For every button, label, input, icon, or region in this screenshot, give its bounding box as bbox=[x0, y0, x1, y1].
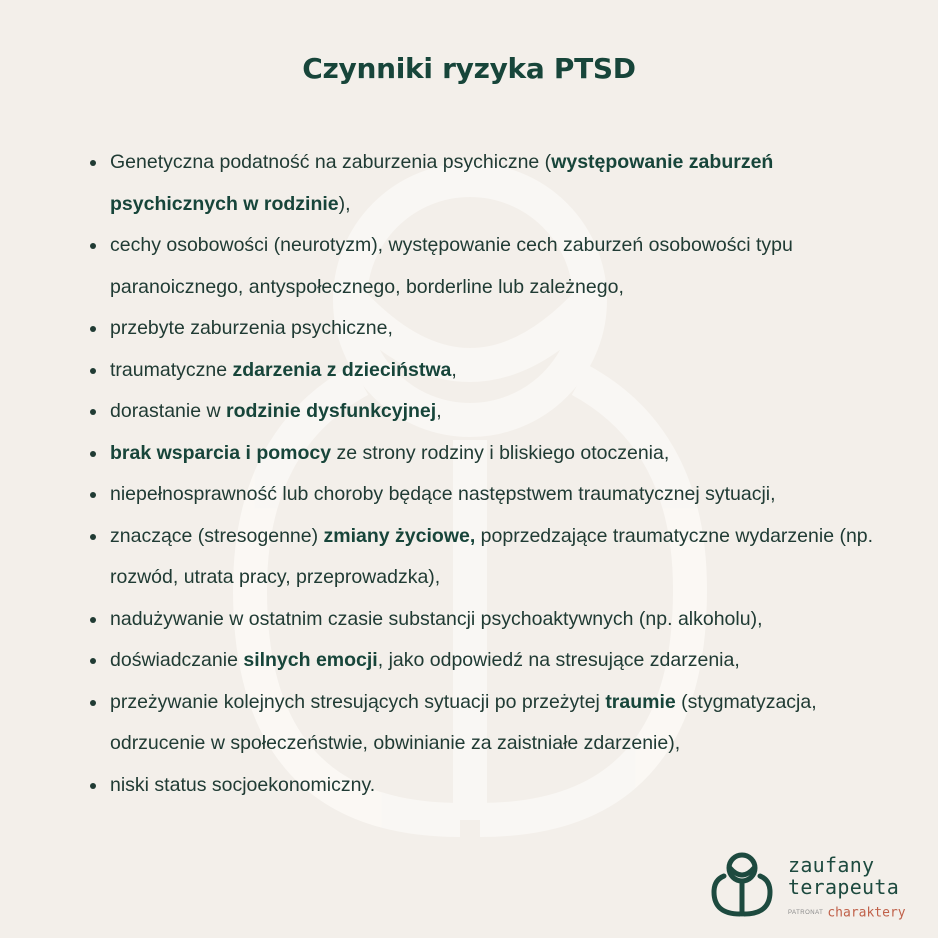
zaufany-terapeuta-logo bbox=[706, 848, 906, 928]
text-segment: ze strony rodziny i bliskiego otoczenia, bbox=[331, 441, 670, 464]
page-title: Czynniki ryzyka PTSD bbox=[302, 52, 636, 85]
partner-label: PATRONAT bbox=[788, 909, 824, 916]
bold-text: brak wsparcia i pomocy bbox=[110, 441, 332, 464]
list-item bbox=[88, 350, 888, 392]
text-segment: przebyte zaburzenia psychiczne, bbox=[110, 317, 393, 339]
text-segment: Genetyczna podatność na zaburzenia psychiczne ( bbox=[110, 151, 552, 173]
leaf-heart-logo-icon bbox=[706, 848, 778, 920]
list-item bbox=[88, 516, 888, 599]
list-item bbox=[88, 765, 888, 807]
list-item bbox=[88, 308, 888, 350]
list-item bbox=[88, 433, 888, 475]
text-segment: znaczące (stresogenne) bbox=[110, 524, 324, 547]
text-segment: , bbox=[436, 400, 442, 422]
bold-text: silnych emocji bbox=[243, 649, 378, 671]
bold-text: rodzinie dysfunkcyjnej bbox=[225, 400, 437, 422]
partner-brand: charaktery bbox=[827, 905, 906, 921]
logo-wordmark bbox=[788, 854, 899, 898]
text-segment: przeżywanie kolejnych stresujących sytuacji po przeżytej bbox=[110, 690, 606, 713]
logo-line-2: terapeuta bbox=[788, 875, 900, 899]
list-item bbox=[88, 142, 888, 225]
list-item bbox=[88, 682, 888, 765]
bold-text: zdarzenia z dzieciństwa bbox=[232, 358, 452, 381]
text-segment: cechy osobowości (neurotyzm), występowanie cech zaburzeń osobowości typu paranoicznego, antyspołecznego, borderline lub zależnego, bbox=[110, 234, 793, 298]
bold-text: zmiany życiowe, bbox=[323, 524, 476, 547]
text-segment: poprzedzające traumatyczne wydarzenie (np. rozwód, utrata pracy, przeprowadzka), bbox=[110, 524, 874, 588]
list-item bbox=[88, 391, 888, 433]
text-segment: , jako odpowiedź na stresujące zdarzenia, bbox=[377, 649, 740, 671]
list-item bbox=[88, 225, 888, 308]
text-segment: niski status socjoekonomiczny. bbox=[110, 773, 376, 796]
text-segment: traumatyczne bbox=[110, 358, 233, 381]
list-item bbox=[88, 640, 888, 682]
text-segment: (stygmatyzacja, odrzucenie w społeczeństwie, obwinianie za zaistniałe zdarzenie), bbox=[110, 690, 817, 754]
risk-factor-list bbox=[88, 142, 888, 806]
text-segment: ), bbox=[338, 192, 351, 215]
text-segment: dorastanie w bbox=[110, 400, 226, 422]
text-segment: nadużywanie w ostatnim czasie substancji psychoaktywnych (np. alkoholu), bbox=[110, 607, 763, 630]
text-segment: doświadczanie bbox=[110, 649, 244, 671]
list-item bbox=[88, 599, 888, 641]
bold-text: występowanie zaburzeń psychicznych w rodzinie bbox=[110, 151, 774, 215]
logo-partner bbox=[788, 904, 906, 922]
text-segment: , bbox=[451, 358, 457, 381]
logo-line-1: zaufany bbox=[788, 853, 875, 877]
list-item bbox=[88, 474, 888, 516]
text-segment: niepełnosprawność lub choroby będące następstwem traumatycznej sytuacji, bbox=[110, 483, 776, 505]
bold-text: traumie bbox=[605, 690, 676, 713]
